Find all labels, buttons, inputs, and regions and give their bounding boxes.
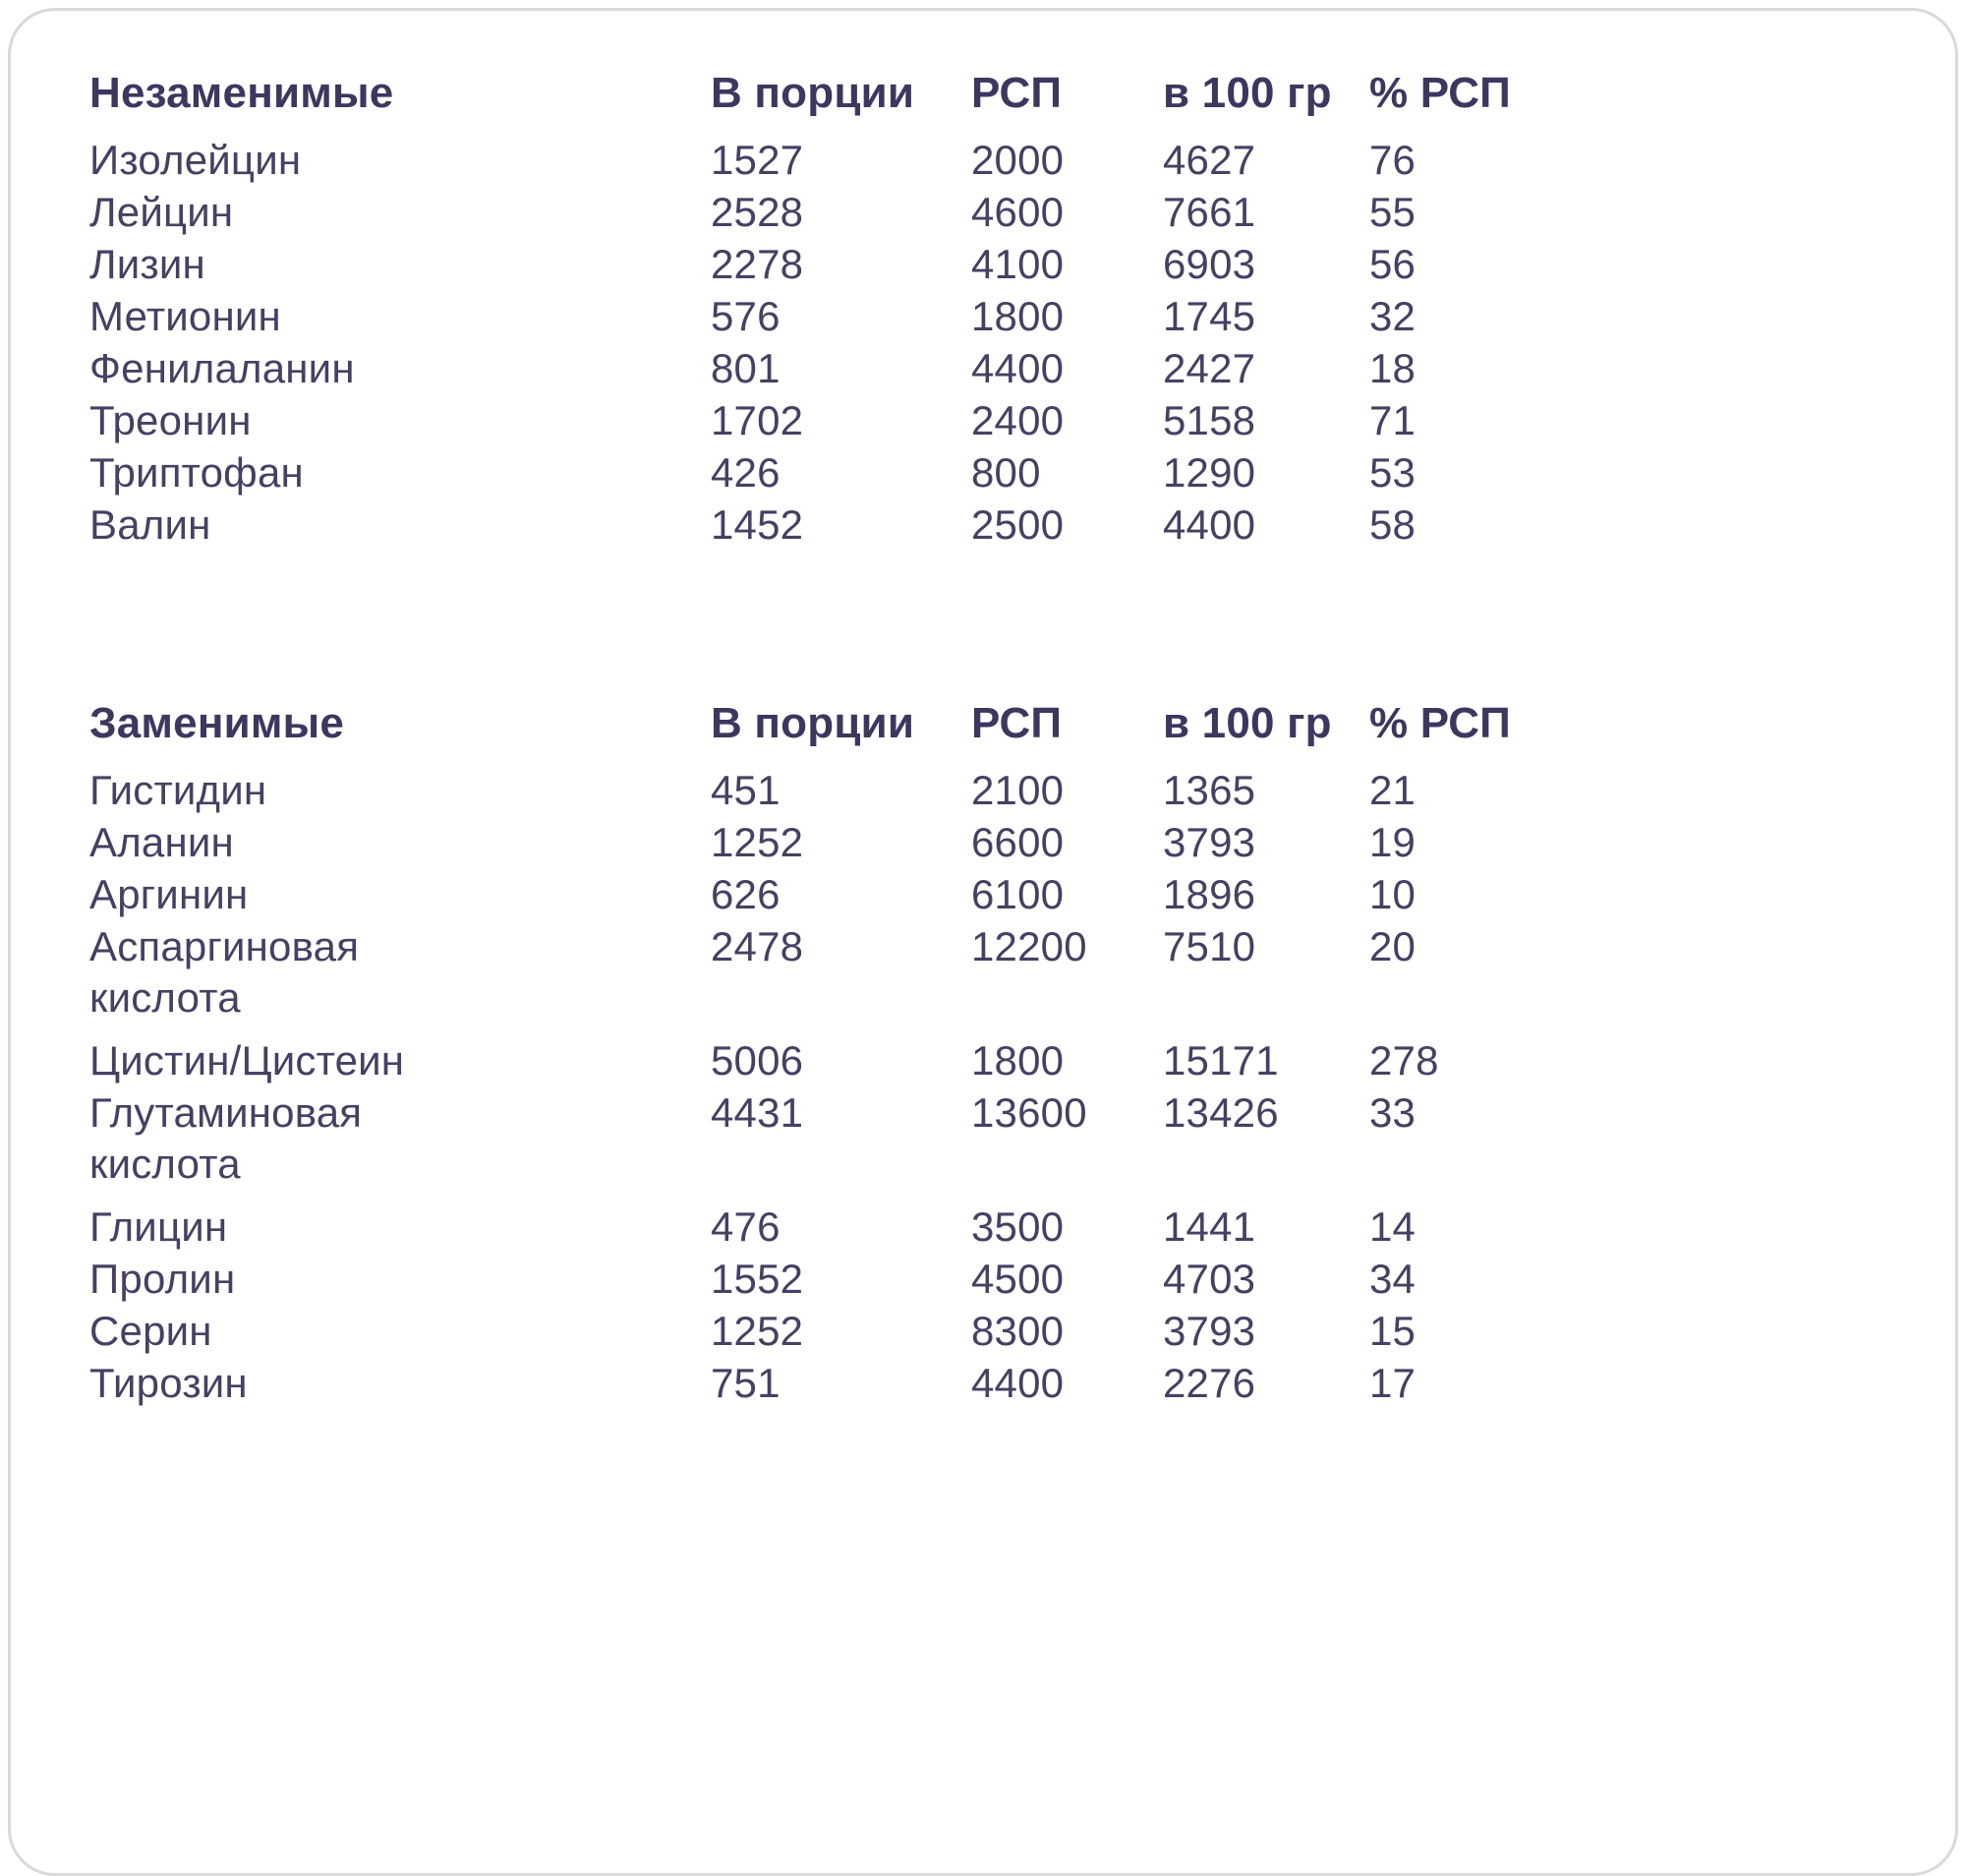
column-header: В порции (711, 69, 915, 117)
amino-acid-value: 4431 (711, 1089, 804, 1136)
table-row (89, 135, 1906, 186)
amino-acid-value: 17 (1369, 1360, 1417, 1406)
amino-acid-value: 4400 (971, 1360, 1065, 1406)
amino-acid-value: 34 (1369, 1256, 1417, 1302)
amino-acid-value: 2528 (711, 189, 804, 235)
amino-acid-name: Гистидин (89, 767, 267, 813)
amino-acid-value: 15171 (1163, 1037, 1279, 1084)
amino-acid-value: 71 (1369, 397, 1417, 443)
table-section-essential (89, 68, 1906, 551)
amino-acid-value: 7510 (1163, 923, 1256, 969)
table-section-nonessential (89, 698, 1906, 1409)
amino-acid-value: 2478 (711, 923, 804, 969)
amino-acid-value: 20 (1369, 923, 1417, 969)
amino-acid-name: Глутаминовая кислота (89, 1089, 363, 1187)
table-row (89, 1087, 1906, 1190)
amino-acid-value: 800 (971, 449, 1041, 496)
amino-acid-name: Изолейцин (89, 137, 302, 183)
amino-acid-value: 1800 (971, 293, 1065, 339)
table-row (89, 869, 1906, 920)
amino-acid-value: 15 (1369, 1308, 1417, 1354)
amino-acid-value: 13600 (971, 1089, 1087, 1136)
amino-acid-value: 1745 (1163, 293, 1256, 339)
amino-acid-value: 6903 (1163, 241, 1256, 287)
amino-acid-value: 1800 (971, 1037, 1065, 1084)
amino-acid-name: Аланин (89, 819, 234, 865)
amino-acid-value: 2276 (1163, 1360, 1256, 1406)
amino-acid-value: 1365 (1163, 767, 1256, 813)
amino-acid-name: Валин (89, 501, 211, 548)
amino-acid-name: Пролин (89, 1256, 236, 1302)
amino-acid-value: 32 (1369, 293, 1417, 339)
column-header: % РСП (1369, 699, 1511, 747)
amino-acid-value: 13426 (1163, 1089, 1279, 1136)
amino-acid-value: 55 (1369, 189, 1417, 235)
table-row (89, 1035, 1906, 1086)
amino-acid-value: 4500 (971, 1256, 1065, 1302)
table-row (89, 447, 1906, 498)
table-row (89, 343, 1906, 394)
amino-acid-value: 2000 (971, 137, 1065, 183)
amino-acid-value: 4627 (1163, 137, 1256, 183)
amino-acid-value: 7661 (1163, 189, 1256, 235)
amino-acid-value: 1552 (711, 1256, 804, 1302)
amino-acid-value: 2400 (971, 397, 1065, 443)
amino-acid-value: 14 (1369, 1203, 1417, 1250)
section-title: Незаменимые (89, 69, 394, 117)
amino-acid-value: 3793 (1163, 819, 1256, 865)
amino-acid-value: 3500 (971, 1203, 1065, 1250)
section-title: Заменимые (89, 699, 345, 747)
amino-acid-value: 1252 (711, 1308, 804, 1354)
amino-acid-value: 2500 (971, 501, 1065, 548)
amino-acid-value: 19 (1369, 819, 1417, 865)
amino-acid-value: 426 (711, 449, 781, 496)
amino-acid-value: 2100 (971, 767, 1065, 813)
amino-acid-value: 5006 (711, 1037, 804, 1084)
amino-acid-value: 4400 (1163, 501, 1256, 548)
column-header: в 100 гр (1163, 699, 1332, 747)
table-row (89, 1358, 1906, 1409)
amino-acid-value: 6100 (971, 871, 1065, 917)
table-row (89, 1202, 1906, 1253)
table-row (89, 187, 1906, 238)
amino-acid-value: 2278 (711, 241, 804, 287)
amino-acid-value: 576 (711, 293, 781, 339)
amino-acid-name: Фенилаланин (89, 345, 355, 391)
table-header-row (89, 68, 1906, 119)
amino-acid-value: 1896 (1163, 871, 1256, 917)
table-row (89, 395, 1906, 446)
amino-acid-value: 1527 (711, 137, 804, 183)
amino-acid-value: 10 (1369, 871, 1417, 917)
column-header: в 100 гр (1163, 69, 1332, 117)
amino-acid-value: 4100 (971, 241, 1065, 287)
amino-acid-name: Аргинин (89, 871, 249, 917)
table-row (89, 1306, 1906, 1357)
amino-acid-value: 4703 (1163, 1256, 1256, 1302)
amino-acid-value: 4600 (971, 189, 1065, 235)
amino-acid-value: 801 (711, 345, 781, 391)
amino-acid-value: 278 (1369, 1037, 1439, 1084)
amino-acid-value: 3793 (1163, 1308, 1256, 1354)
amino-acid-value: 751 (711, 1360, 781, 1406)
amino-acid-name: Триптофан (89, 449, 304, 496)
amino-acid-name: Тирозин (89, 1360, 248, 1406)
amino-acid-name: Метионин (89, 293, 281, 339)
table-row (89, 499, 1906, 551)
amino-acid-name: Аспаргиновая кислота (89, 923, 360, 1021)
amino-acid-value: 76 (1369, 137, 1417, 183)
amino-acid-name: Цистин/Цистеин (89, 1037, 405, 1084)
sections-container (89, 68, 1906, 1409)
amino-acid-value: 1290 (1163, 449, 1256, 496)
amino-acid-value: 476 (711, 1203, 781, 1250)
amino-acid-name: Лизин (89, 241, 205, 287)
amino-acid-value: 56 (1369, 241, 1417, 287)
amino-acid-value: 58 (1369, 501, 1417, 548)
amino-acid-value: 1702 (711, 397, 804, 443)
amino-acid-value: 4400 (971, 345, 1065, 391)
amino-acid-value: 451 (711, 767, 781, 813)
amino-acid-value: 2427 (1163, 345, 1256, 391)
amino-acids-table-card (8, 8, 1958, 1876)
amino-acid-name: Серин (89, 1308, 212, 1354)
amino-acid-value: 12200 (971, 923, 1087, 969)
amino-acid-value: 18 (1369, 345, 1417, 391)
table-row (89, 239, 1906, 290)
amino-acid-value: 53 (1369, 449, 1417, 496)
column-header: % РСП (1369, 69, 1511, 117)
table-header-row (89, 698, 1906, 749)
table-row (89, 765, 1906, 816)
column-header: В порции (711, 699, 915, 747)
amino-acid-value: 626 (711, 871, 781, 917)
table-row (89, 817, 1906, 868)
amino-acid-value: 6600 (971, 819, 1065, 865)
column-header: РСП (971, 699, 1063, 747)
amino-acid-value: 33 (1369, 1089, 1417, 1136)
amino-acid-value: 1252 (711, 819, 804, 865)
amino-acid-value: 5158 (1163, 397, 1256, 443)
amino-acid-value: 1452 (711, 501, 804, 548)
table-row (89, 291, 1906, 342)
table-row (89, 1254, 1906, 1305)
table-row (89, 921, 1906, 1024)
amino-acid-value: 1441 (1163, 1203, 1256, 1250)
amino-acid-value: 21 (1369, 767, 1417, 813)
amino-acid-name: Глицин (89, 1203, 228, 1250)
amino-acid-value: 8300 (971, 1308, 1065, 1354)
amino-acid-name: Треонин (89, 397, 252, 443)
column-header: РСП (971, 69, 1063, 117)
amino-acid-name: Лейцин (89, 189, 234, 235)
